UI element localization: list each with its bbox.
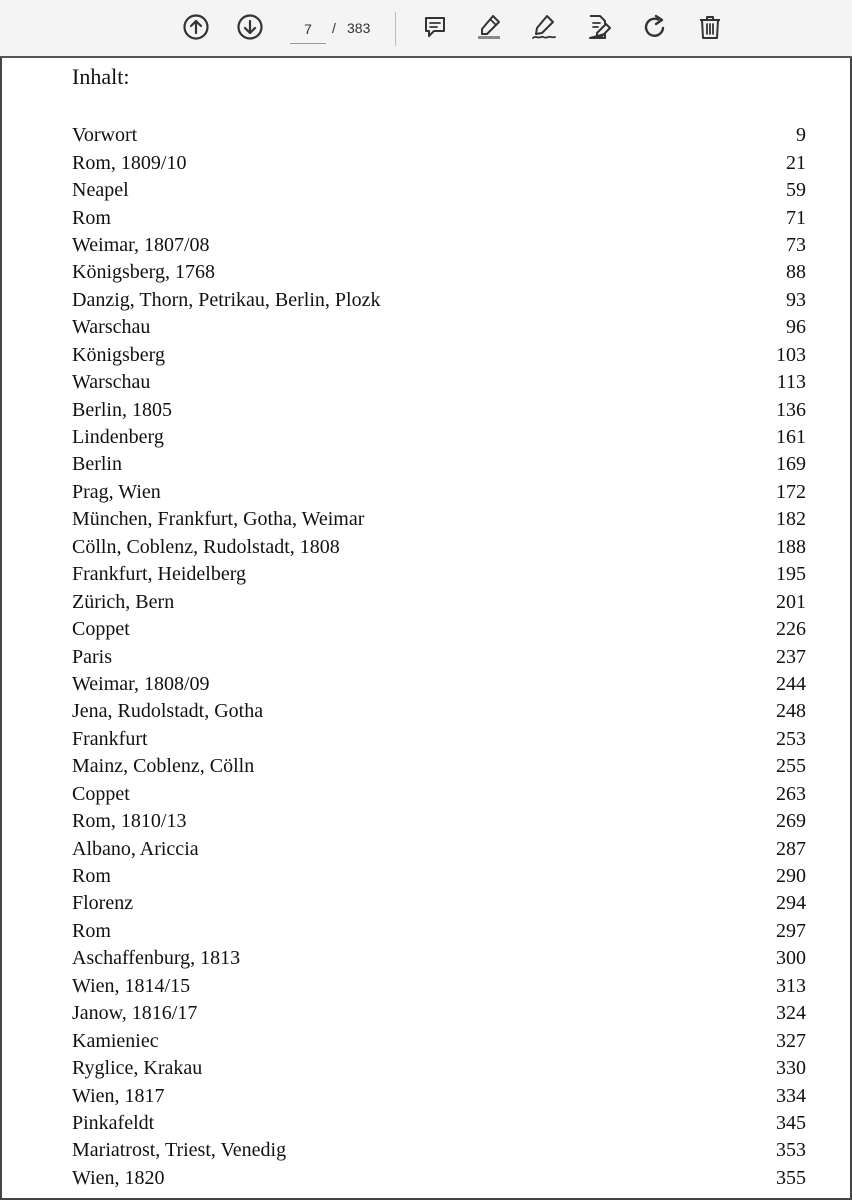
toc-entry-page: 330 — [776, 1057, 806, 1080]
comment-icon — [420, 12, 450, 42]
comment-button[interactable] — [418, 10, 452, 44]
list-item — [72, 1000, 806, 1027]
toc-entry-page: 345 — [776, 1111, 806, 1134]
toc-entry-title: Rom — [72, 865, 111, 888]
list-item — [72, 1137, 806, 1164]
toc-entry-title: Florenz — [72, 892, 134, 915]
toc-entry-title: Zürich, Bern — [72, 590, 175, 613]
list-item — [72, 588, 806, 615]
toc-entry-page: 244 — [776, 672, 806, 695]
list-item — [72, 643, 806, 670]
toc-entry-title: Weimar, 1807/08 — [72, 233, 210, 256]
toc-entry-page: 226 — [776, 618, 806, 641]
toc-entry-title: Coppet — [72, 618, 130, 641]
toc-entry-title: Warschau — [72, 316, 151, 339]
toc-entry-title: Königsberg — [72, 343, 165, 366]
pdf-toolbar — [0, 0, 852, 58]
toc-entry-title: Lindenberg — [72, 426, 164, 449]
toc-entry-page: 96 — [786, 316, 806, 339]
list-item — [72, 616, 806, 643]
table-of-contents — [72, 122, 806, 1192]
list-item — [72, 808, 806, 835]
toc-entry-title: Mariatrost, Triest, Venedig — [72, 1139, 287, 1162]
toc-entry-title: Wien, 1817 — [72, 1084, 165, 1107]
delete-button[interactable] — [693, 10, 727, 44]
list-item — [72, 918, 806, 945]
next-page-button[interactable] — [233, 10, 267, 44]
toc-entry-page: 188 — [776, 535, 806, 558]
list-item — [72, 1082, 806, 1109]
toc-entry-title: Prag, Wien — [72, 480, 161, 503]
list-item — [72, 945, 806, 972]
toc-entry-title: Weimar, 1808/09 — [72, 672, 210, 695]
toc-entry-title: Janow, 1816/17 — [72, 1002, 198, 1025]
toc-entry-page: 73 — [786, 233, 806, 256]
toc-entry-title: Königsberg, 1768 — [72, 261, 215, 284]
toc-entry-title: Jena, Rudolstadt, Gotha — [72, 700, 264, 723]
toc-entry-title: Vorwort — [72, 124, 138, 147]
toc-entry-page: 136 — [776, 398, 806, 421]
list-item — [72, 726, 806, 753]
list-item — [72, 149, 806, 176]
toc-entry-page: 9 — [796, 124, 806, 147]
list-item — [72, 314, 806, 341]
toc-entry-title: Wien, 1820 — [72, 1166, 165, 1189]
list-item — [72, 479, 806, 506]
list-item — [72, 287, 806, 314]
arrow-up-circle-icon — [181, 12, 211, 42]
edit-pdf-button[interactable] — [582, 10, 616, 44]
toc-entry-page: 290 — [776, 865, 806, 888]
list-item — [72, 1110, 806, 1137]
list-item — [72, 122, 806, 149]
toc-entry-page: 237 — [776, 645, 806, 668]
toc-entry-page: 253 — [776, 727, 806, 750]
toc-entry-page: 324 — [776, 1002, 806, 1025]
toc-entry-title: Berlin, 1805 — [72, 398, 172, 421]
trash-icon — [695, 12, 725, 42]
toc-entry-page: 182 — [776, 508, 806, 531]
toc-entry-page: 353 — [776, 1139, 806, 1162]
toc-entry-title: Aschaffenburg, 1813 — [72, 947, 241, 970]
toc-entry-page: 287 — [776, 837, 806, 860]
list-item — [72, 1055, 806, 1082]
toc-entry-page: 161 — [776, 426, 806, 449]
page-separator: / — [332, 20, 336, 36]
list-item — [72, 369, 806, 396]
toc-entry-page: 113 — [776, 371, 806, 394]
toc-entry-title: Rom, 1809/10 — [72, 151, 187, 174]
list-item — [72, 698, 806, 725]
toc-entry-title: Albano, Ariccia — [72, 837, 199, 860]
toc-entry-page: 355 — [776, 1166, 806, 1189]
toc-entry-page: 169 — [776, 453, 806, 476]
toc-entry-page: 297 — [776, 919, 806, 942]
toc-entry-page: 263 — [776, 782, 806, 805]
toc-entry-title: Kamieniec — [72, 1029, 159, 1052]
list-item — [72, 424, 806, 451]
toc-entry-title: Mainz, Coblenz, Cölln — [72, 755, 255, 778]
rotate-button[interactable] — [638, 10, 672, 44]
list-item — [72, 177, 806, 204]
list-item — [72, 890, 806, 917]
list-item — [72, 259, 806, 286]
toc-entry-page: 93 — [786, 288, 806, 311]
toc-entry-page: 255 — [776, 755, 806, 778]
toc-entry-title: Neapel — [72, 179, 129, 202]
toc-entry-page: 327 — [776, 1029, 806, 1052]
toc-entry-page: 103 — [776, 343, 806, 366]
toc-entry-title: Coppet — [72, 782, 130, 805]
toc-entry-title: Cölln, Coblenz, Rudolstadt, 1808 — [72, 535, 340, 558]
list-item — [72, 781, 806, 808]
toc-entry-page: 71 — [786, 206, 806, 229]
toc-entry-page: 300 — [776, 947, 806, 970]
toc-entry-title: Frankfurt, Heidelberg — [72, 563, 247, 586]
list-item — [72, 1165, 806, 1192]
toc-entry-page: 334 — [776, 1084, 806, 1107]
list-item — [72, 451, 806, 478]
list-item — [72, 973, 806, 1000]
toc-entry-title: Warschau — [72, 371, 151, 394]
page-heading: Inhalt: — [72, 64, 130, 89]
list-item — [72, 671, 806, 698]
rotate-icon — [640, 12, 670, 42]
list-item — [72, 204, 806, 231]
toc-entry-page: 88 — [786, 261, 806, 284]
document-page — [0, 58, 852, 1200]
page-total: 383 — [347, 20, 371, 36]
toc-entry-page: 201 — [776, 590, 806, 613]
list-item — [72, 534, 806, 561]
list-item — [72, 232, 806, 259]
highlight-button[interactable] — [472, 10, 506, 44]
toc-entry-title: Pinkafeldt — [72, 1111, 155, 1134]
toc-entry-page: 59 — [786, 179, 806, 202]
toc-entry-title: Berlin — [72, 453, 122, 476]
sign-button[interactable] — [527, 10, 561, 44]
arrow-down-circle-icon — [235, 12, 265, 42]
toc-entry-title: Rom, 1810/13 — [72, 810, 187, 833]
toc-entry-title: Rom — [72, 206, 111, 229]
toc-entry-page: 21 — [786, 151, 806, 174]
list-item — [72, 863, 806, 890]
sign-pen-icon — [529, 12, 559, 42]
toc-entry-title: Wien, 1814/15 — [72, 974, 191, 997]
edit-document-icon — [584, 12, 614, 42]
list-item — [72, 753, 806, 780]
toc-entry-page: 248 — [776, 700, 806, 723]
toc-entry-page: 195 — [776, 563, 806, 586]
toc-entry-title: Frankfurt — [72, 727, 148, 750]
toolbar-divider — [395, 12, 396, 46]
list-item — [72, 396, 806, 423]
toc-entry-page: 294 — [776, 892, 806, 915]
highlighter-icon — [474, 12, 504, 42]
toc-entry-title: Danzig, Thorn, Petrikau, Berlin, Plozk — [72, 288, 381, 311]
toc-entry-title: Paris — [72, 645, 112, 668]
previous-page-button[interactable] — [179, 10, 213, 44]
page-number-input[interactable] — [290, 14, 326, 44]
list-item — [72, 561, 806, 588]
toc-entry-page: 313 — [776, 974, 806, 997]
list-item — [72, 1027, 806, 1054]
toc-entry-title: Ryglice, Krakau — [72, 1057, 203, 1080]
list-item — [72, 506, 806, 533]
toc-entry-title: München, Frankfurt, Gotha, Weimar — [72, 508, 365, 531]
list-item — [72, 342, 806, 369]
toc-entry-page: 269 — [776, 810, 806, 833]
toc-entry-title: Rom — [72, 919, 111, 942]
list-item — [72, 835, 806, 862]
toc-entry-page: 172 — [776, 480, 806, 503]
